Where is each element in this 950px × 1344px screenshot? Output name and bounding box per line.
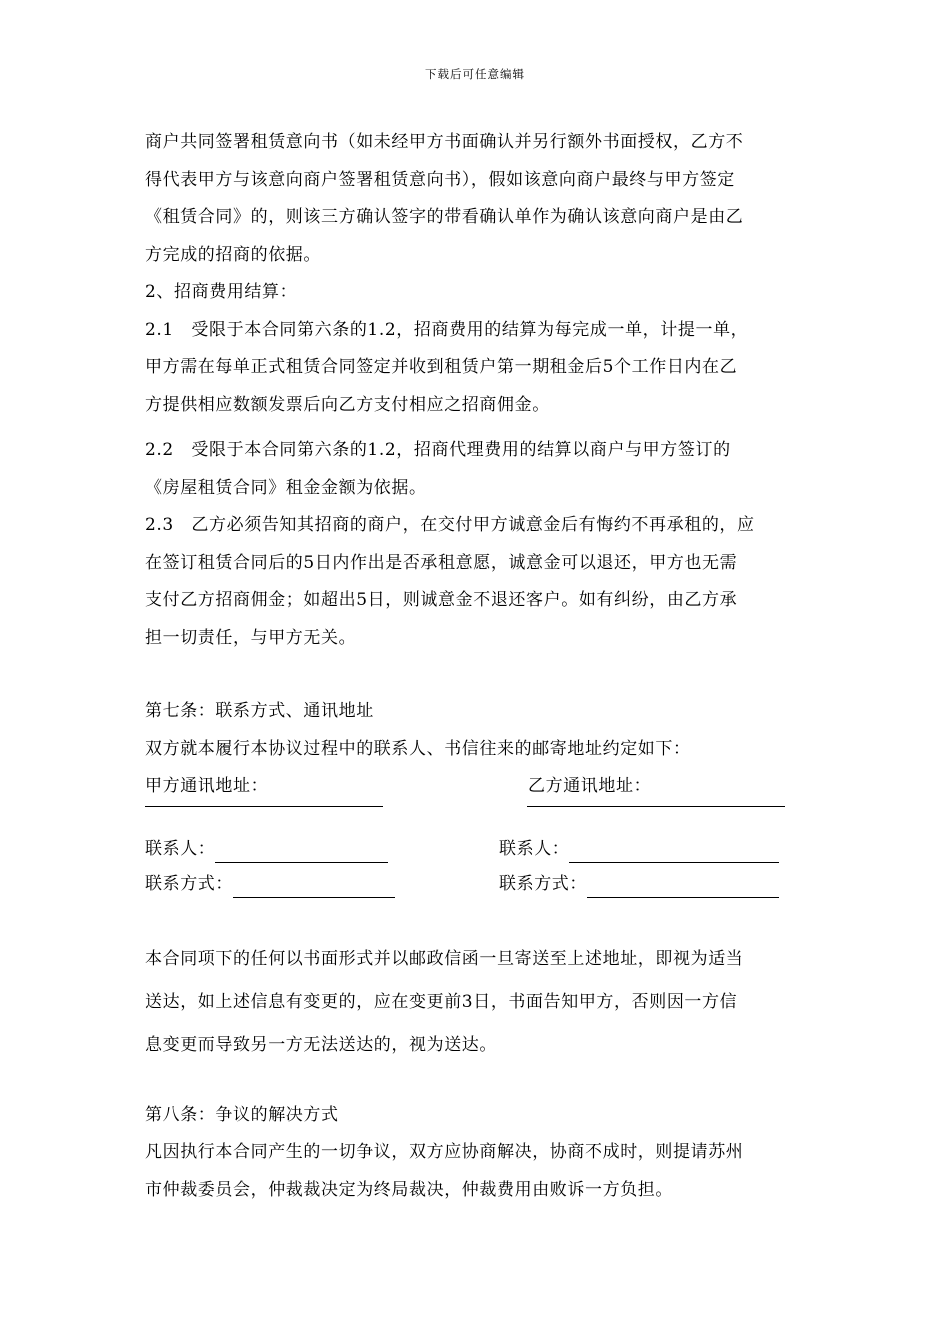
- page-header: 下载后可任意编辑: [425, 67, 525, 81]
- paragraph-line: 2.1 受限于本合同第六条的1.2，招商费用的结算为每完成一单，计提一单，: [145, 319, 749, 340]
- paragraph-line: 商户共同签署租赁意向书（如未经甲方书面确认并另行额外书面授权，乙方不: [145, 132, 744, 152]
- address-line-row: [145, 806, 813, 834]
- section-heading: 2、招商费用结算：: [145, 282, 298, 302]
- party-b-address-label: 乙方通讯地址：: [528, 776, 652, 796]
- party-b-method-field[interactable]: [587, 871, 779, 898]
- paragraph-line: 方完成的招商的依据。: [145, 244, 321, 265]
- paragraph-line: 得代表甲方与该意向商户签署租赁意向书），假如该意向商户最终与甲方签定: [145, 169, 735, 190]
- contact-person-label: 联系人：: [499, 839, 570, 859]
- clause-title: 第七条：联系方式、通讯地址: [145, 701, 374, 721]
- party-a-contact-field[interactable]: [215, 836, 388, 863]
- paragraph-line: 在签订租赁合同后的5日内作出是否承租意愿，诚意金可以退还，甲方也无需: [145, 552, 738, 573]
- party-b-contact-person: [499, 831, 779, 869]
- contact-method-row: [145, 869, 813, 904]
- blank-line: [145, 1067, 813, 1097]
- party-a-method-field[interactable]: [233, 871, 395, 898]
- party-a-contact-person: [145, 831, 499, 869]
- address-label-row: [145, 768, 813, 806]
- paragraph-line: 2.2 受限于本合同第六条的1.2，招商代理费用的结算以商户与甲方签订的: [145, 440, 731, 460]
- paragraph-line: 2.3 乙方必须告知其招商的商户，在交付甲方诚意金后有悔约不再承租的，应: [145, 515, 755, 535]
- paragraph-line: 甲方需在每单正式租赁合同签定并收到租赁户第一期租金后5个工作日内在乙: [145, 357, 738, 377]
- contact-method-label: 联系方式：: [145, 874, 233, 894]
- paragraph-line: 《租赁合同》的，则该三方确认签字的带看确认单作为确认该意向商户是由乙: [145, 207, 744, 227]
- party-a-address-label: 甲方通讯地址：: [145, 776, 269, 796]
- paragraph-line: 息变更而导致另一方无法送达的，视为送达。: [145, 1034, 497, 1055]
- paragraph-line: 《房屋租赁合同》租金金额为依据。: [145, 477, 427, 498]
- blank-line: [145, 657, 813, 693]
- party-b-address-field[interactable]: [527, 806, 785, 807]
- paragraph-line: 方提供相应数额发票后向乙方支付相应之招商佣金。: [145, 394, 550, 415]
- paragraph-line: 送达，如上述信息有变更的，应在变更前3日，书面告知甲方，否则因一方信: [145, 991, 738, 1012]
- paragraph-line: 本合同项下的任何以书面形式并以邮政信函一旦寄送至上述地址，即视为适当: [145, 948, 744, 969]
- contact-person-row: [145, 834, 813, 869]
- contact-person-label: 联系人：: [145, 839, 216, 859]
- party-b-contact-field[interactable]: [569, 836, 779, 863]
- clause-title: 第八条：争议的解决方式: [145, 1104, 339, 1125]
- paragraph-line: 支付乙方招商佣金；如超出5日，则诚意金不退还客户。如有纠纷，由乙方承: [145, 590, 738, 610]
- paragraph-line: 担一切责任，与甲方无关。: [145, 627, 357, 648]
- blank-line: [145, 904, 813, 938]
- paragraph-line: 市仲裁委员会，仲裁裁决定为终局裁决，仲裁费用由败诉一方负担。: [145, 1179, 673, 1200]
- party-b-contact-method: [499, 866, 779, 904]
- party-a-contact-method: [145, 866, 499, 904]
- document-body: [145, 124, 813, 1209]
- paragraph-line: 凡因执行本合同产生的一切争议，双方应协商解决，协商不成时，则提请苏州: [145, 1142, 744, 1162]
- party-a-address-field[interactable]: [145, 806, 383, 807]
- paragraph-line: 双方就本履行本协议过程中的联系人、书信往来的邮寄地址约定如下：: [145, 738, 691, 759]
- contact-method-label: 联系方式：: [499, 874, 587, 894]
